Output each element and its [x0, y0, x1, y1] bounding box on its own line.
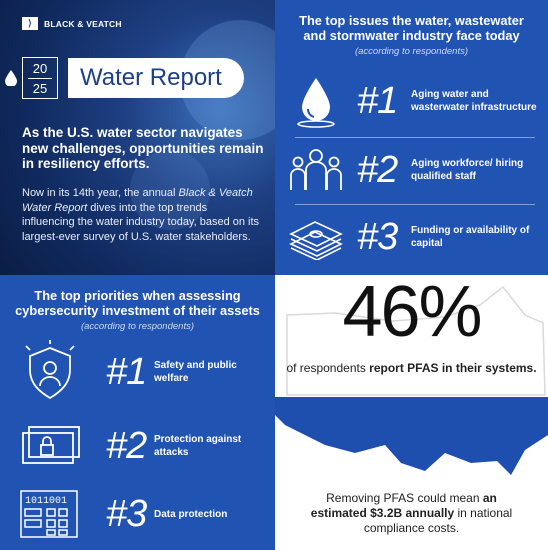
year-top: 20 — [32, 60, 48, 76]
priority-rank-2: #2 — [106, 424, 147, 467]
priority-rank-3: #3 — [106, 492, 147, 535]
issue-row-1 — [285, 72, 541, 130]
hero-body-italic: Black & Veatch Water Report — [22, 187, 253, 214]
issues-heading: The top issues the water, wastewater and stormwater industry face today — [299, 13, 524, 43]
cyber-subheading: (according to respondents) — [80, 321, 194, 332]
cyber-panel — [0, 275, 275, 550]
report-badge — [0, 57, 250, 99]
issue-row-2 — [285, 141, 541, 199]
priority-rank-1: #1 — [106, 350, 147, 393]
priority-row-3 — [10, 479, 254, 549]
issue-rank-1: #1 — [357, 79, 398, 122]
pfas-line-1-bold: report PFAS in their systems. — [369, 361, 537, 375]
report-title: Water Report — [68, 58, 244, 98]
hero-headline: As the U.S. water sector navigates new challenges, opportunities remain in resiliency efforts. — [22, 125, 264, 171]
issue-rank-3: #3 — [357, 215, 398, 258]
pfas-line-1-pre: of respondents — [286, 361, 370, 375]
priority-text-1: Safety and public welfare — [154, 360, 237, 384]
brand-logo — [22, 17, 122, 30]
pfas-line-2-post: in national compliance costs. — [363, 506, 513, 535]
priority-row-2 — [10, 411, 254, 481]
divider — [295, 204, 535, 205]
pfas-panel — [275, 275, 548, 550]
priority-row-1 — [10, 337, 254, 407]
pfas-line-2-pre: Removing PFAS could mean — [326, 491, 483, 505]
issue-row-3 — [285, 208, 541, 266]
hero-body-post: dives into the top trends influencing the water industry today, based on its largest-ever survey of U.S. water stakeholders. — [22, 201, 260, 243]
svg-text:1011001: 1011001 — [25, 496, 68, 507]
water-drop-icon — [285, 74, 347, 128]
binary-data-icon — [10, 487, 90, 541]
locked-screen-icon — [10, 423, 90, 469]
pfas-stat: 46% — [342, 275, 481, 352]
pfas-line-1 — [275, 361, 548, 376]
water-drop-icon — [0, 57, 22, 99]
pfas-line-2-bold: an estimated $3.2B annually — [310, 491, 497, 520]
priority-text-2: Protection against attacks — [154, 434, 242, 458]
issue-text-1: Aging water and wasterwater infrastructure — [411, 89, 537, 113]
priority-text-3: Data protection — [154, 508, 228, 520]
issues-panel — [275, 0, 548, 275]
hero-body-pre: Now in its 14th year, the annual — [22, 187, 179, 199]
issue-text-2: Aging workforce/ hiring qualified staff — [411, 158, 524, 182]
pfas-line-2 — [275, 491, 548, 536]
issues-subheading: (according to respondents) — [354, 46, 468, 57]
hero-body — [22, 186, 262, 244]
shield-person-icon — [10, 340, 90, 404]
issue-rank-2: #2 — [357, 148, 398, 191]
report-year — [22, 57, 58, 99]
year-bottom: 25 — [32, 80, 48, 96]
workforce-people-icon — [285, 148, 347, 192]
hero-panel — [0, 0, 275, 275]
brand-mark-icon: ⟩ — [22, 17, 38, 30]
cyber-heading: The top priorities when assessing cybersecurity investment of their assets — [15, 288, 260, 318]
issue-text-3: Funding or availability of capital — [411, 225, 530, 249]
money-stack-icon — [285, 214, 347, 260]
divider — [295, 137, 535, 138]
brand-name: BLACK & VEATCH — [44, 18, 122, 29]
